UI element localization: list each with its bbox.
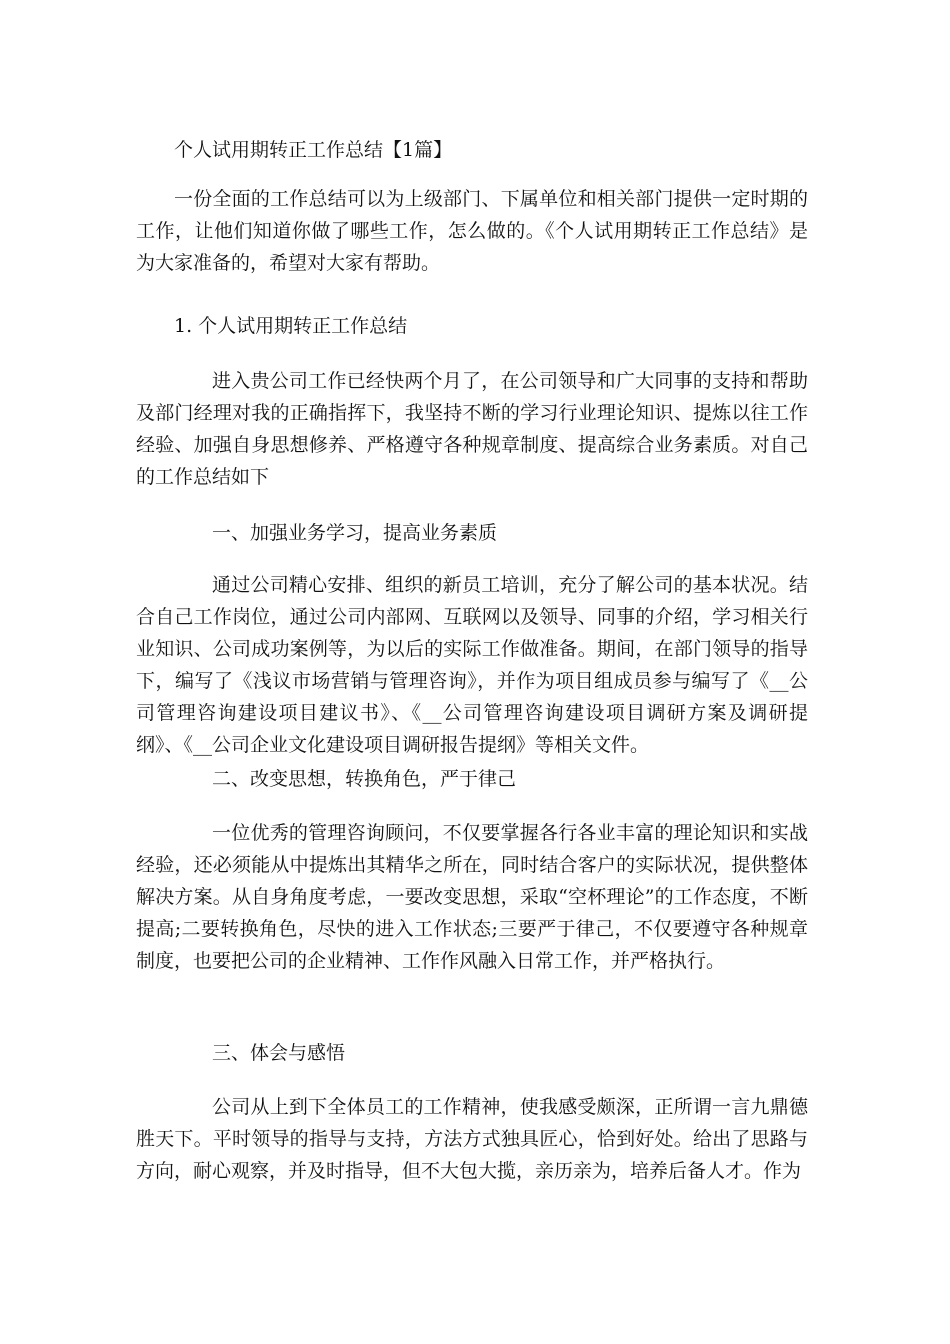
section-heading-3: 三、体会与感悟 bbox=[212, 1042, 346, 1064]
body-paragraph-4: 公司从上到下全体员工的工作精神，使我感受颇深，正所谓一言九鼎德胜天下。平时领导的指导与支持，方法方式独具匠心，恰到好处。给出了思路与方向，耐心观察，并及时指导，但不大包大揽，亲历亲为，培养后备人才。作为 bbox=[136, 1096, 808, 1182]
section-subtitle: 1. 个人试用期转正工作总结 bbox=[174, 315, 408, 337]
section-heading-1: 一、加强业务学习，提高业务素质 bbox=[212, 522, 498, 544]
document-title: 个人试用期转正工作总结【1篇】 bbox=[174, 139, 453, 161]
body-paragraph-1: 进入贵公司工作已经快两个月了，在公司领导和广大同事的支持和帮助及部门经理对我的正确指挥下，我坚持不断的学习行业理论知识、提炼以往工作经验、加强自身思想修养、严格遵守各种规章制度、提高综合业务素质。对自己的工作总结如下 bbox=[136, 370, 808, 488]
section-heading-2: 二、改变思想，转换角色，严于律己 bbox=[212, 768, 517, 790]
intro-paragraph: 一份全面的工作总结可以为上级部门、下属单位和相关部门提供一定时期的工作，让他们知道你做了哪些工作，怎么做的。《个人试用期转正工作总结》是为大家准备的，希望对大家有帮助。 bbox=[136, 188, 808, 274]
body-paragraph-3: 一位优秀的管理咨询顾问，不仅要掌握各行各业丰富的理论知识和实战经验，还必须能从中提炼出其精华之所在，同时结合客户的实际状况，提供整体解决方案。从自身角度考虑，一要改变思想，采取“空杯理论”的工作态度，不断提高;二要转换角色，尽快的进入工作状态;三要严于律己，不仅要遵守各种规章制度，也要把公司的企业精神、工作作风融入日常工作，并严格执行。 bbox=[136, 822, 808, 972]
body-paragraph-2: 通过公司精心安排、组织的新员工培训，充分了解公司的基本状况。结合自己工作岗位，通过公司内部网、互联网以及领导、同事的介绍，学习相关行业知识、公司成功案例等，为以后的实际工作做准备。期间，在部门领导的指导下，编写了《浅议市场营销与管理咨询》，并作为项目组成员参与编写了《__公司管理咨询建设项目建议书》、《__公司管理咨询建设项目调研方案及调研提纲》、《__公司企业文化建设项目调研报告提纲》等相关文件。 bbox=[136, 574, 808, 756]
